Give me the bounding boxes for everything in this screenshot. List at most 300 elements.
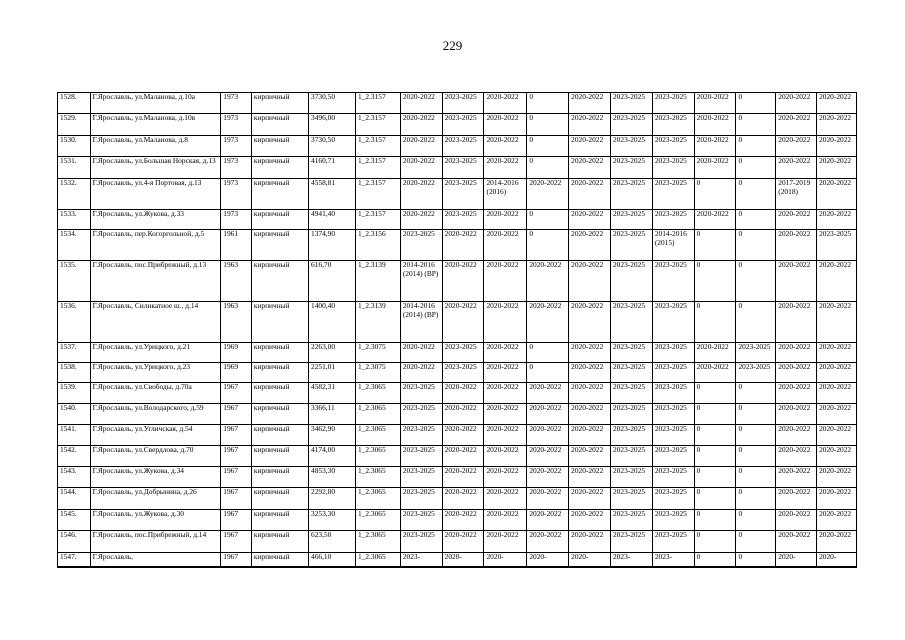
period-cell-8: 2020-2022 — [694, 136, 736, 157]
period-cell-7: 2023-2025 — [652, 179, 694, 210]
period-cell-4: 2020-2022 — [527, 302, 569, 343]
period-cell-3: 2020-2022 — [484, 210, 527, 230]
year-cell: 1973 — [221, 136, 252, 157]
table-row — [58, 553, 857, 567]
row-number-cell: 1546. — [58, 531, 91, 553]
period-cell-3: 2020-2022 — [484, 363, 527, 383]
address-cell: Г.Ярославль, ул.Урицкого, д.21 — [90, 343, 221, 363]
period-cell-9: 0 — [736, 425, 776, 446]
period-cell-9: 0 — [736, 404, 776, 425]
period-cell-1: 2023-2025 — [400, 425, 442, 446]
table-row — [58, 136, 857, 157]
period-cell-9: 0 — [736, 302, 776, 343]
period-cell-8: 2020-2022 — [694, 363, 736, 383]
period-cell-8: 0 — [694, 467, 736, 488]
area-cell: 623,50 — [309, 531, 356, 553]
address-cell: Г.Ярославль, пер.Когоргольной, д.5 — [90, 230, 221, 261]
table-row — [58, 114, 857, 136]
period-cell-4: 2020-2022 — [527, 446, 569, 467]
material-cell: кирпичный — [251, 510, 308, 531]
year-cell: 1973 — [221, 93, 252, 114]
period-cell-1: 2023-2025 — [400, 446, 442, 467]
period-cell-9: 2023-2025 — [736, 363, 776, 383]
material-cell: кирпичный — [251, 93, 308, 114]
area-cell: 4160,71 — [309, 157, 356, 179]
period-cell-1: 2023-2025 — [400, 230, 442, 261]
period-cell-1: 2020-2022 — [400, 363, 442, 383]
period-cell-5: 2020-2022 — [569, 446, 611, 467]
code-cell: 1_2.3075 — [355, 363, 400, 383]
period-cell-3: 2020-2022 — [484, 157, 527, 179]
period-cell-5: 2020-2022 — [569, 302, 611, 343]
period-cell-7: 2023-2025 — [652, 93, 694, 114]
period-cell-1: 2020-2022 — [400, 343, 442, 363]
period-cell-9: 0 — [736, 210, 776, 230]
period-cell-4: 2020-2022 — [527, 383, 569, 404]
period-cell-11: 2020-2022 — [817, 93, 857, 114]
material-cell: кирпичный — [251, 343, 308, 363]
period-cell-5: 2020- — [569, 553, 611, 567]
area-cell: 616,70 — [309, 261, 356, 302]
period-cell-10: 2020-2022 — [776, 114, 817, 136]
material-cell: кирпичный — [251, 157, 308, 179]
period-cell-10: 2020-2022 — [776, 343, 817, 363]
code-cell: 1_2.3157 — [355, 93, 400, 114]
period-cell-5: 2020-2022 — [569, 425, 611, 446]
table-row — [58, 363, 857, 383]
table-row — [58, 210, 857, 230]
period-cell-7: 2023- — [652, 553, 694, 567]
year-cell: 1973 — [221, 157, 252, 179]
material-cell: кирпичный — [251, 179, 308, 210]
code-cell: 1_2.3065 — [355, 467, 400, 488]
period-cell-8: 0 — [694, 383, 736, 404]
area-cell: 4853,30 — [309, 467, 356, 488]
period-cell-11: 2020- — [817, 553, 857, 567]
period-cell-5: 2020-2022 — [569, 230, 611, 261]
period-cell-4: 2020-2022 — [527, 488, 569, 510]
period-cell-3: 2020-2022 — [484, 136, 527, 157]
period-cell-1: 2014-2016 (2014) (ВР) — [400, 302, 442, 343]
period-cell-10: 2020-2022 — [776, 93, 817, 114]
material-cell: кирпичный — [251, 383, 308, 404]
address-cell: Г.Ярославль, пос.Прибрежный, д.14 — [90, 531, 221, 553]
row-number-cell: 1543. — [58, 467, 91, 488]
row-number-cell: 1547. — [58, 553, 91, 567]
period-cell-1: 2020-2022 — [400, 179, 442, 210]
row-number-cell: 1534. — [58, 230, 91, 261]
period-cell-2: 2020-2022 — [442, 510, 484, 531]
period-cell-10: 2020-2022 — [776, 230, 817, 261]
address-cell: Г.Ярославль, ул.Маланова, д.10а — [90, 93, 221, 114]
housing-register-table — [57, 92, 857, 568]
code-cell: 1_2.3075 — [355, 343, 400, 363]
period-cell-4: 0 — [527, 157, 569, 179]
address-cell: Г.Ярославль, ул.4-я Портовая, д.13 — [90, 179, 221, 210]
period-cell-1: 2020-2022 — [400, 210, 442, 230]
period-cell-3: 2020-2022 — [484, 343, 527, 363]
period-cell-3: 2020-2022 — [484, 114, 527, 136]
period-cell-7: 2023-2025 — [652, 114, 694, 136]
period-cell-9: 0 — [736, 114, 776, 136]
material-cell: кирпичный — [251, 531, 308, 553]
address-cell: Г.Ярославль, ул.Свердлова, д.70 — [90, 446, 221, 467]
period-cell-11: 2020-2022 — [817, 383, 857, 404]
period-cell-5: 2020-2022 — [569, 343, 611, 363]
period-cell-9: 0 — [736, 510, 776, 531]
period-cell-5: 2020-2022 — [569, 531, 611, 553]
period-cell-3: 2020-2022 — [484, 446, 527, 467]
period-cell-10: 2020-2022 — [776, 488, 817, 510]
table-row — [58, 93, 857, 114]
year-cell: 1967 — [221, 404, 252, 425]
period-cell-1: 2020-2022 — [400, 157, 442, 179]
period-cell-9: 0 — [736, 93, 776, 114]
table-row — [58, 230, 857, 261]
period-cell-1: 2023-2025 — [400, 404, 442, 425]
period-cell-6: 2023-2025 — [610, 179, 652, 210]
address-cell: Г.Ярославль, пос.Прибрежный, д.13 — [90, 261, 221, 302]
year-cell: 1963 — [221, 261, 252, 302]
period-cell-4: 0 — [527, 230, 569, 261]
code-cell: 1_2.3065 — [355, 488, 400, 510]
period-cell-4: 2020-2022 — [527, 179, 569, 210]
period-cell-7: 2023-2025 — [652, 302, 694, 343]
period-cell-5: 2020-2022 — [569, 179, 611, 210]
period-cell-11: 2020-2022 — [817, 261, 857, 302]
table-row — [58, 446, 857, 467]
period-cell-3: 2020-2022 — [484, 425, 527, 446]
period-cell-5: 2020-2022 — [569, 510, 611, 531]
year-cell: 1967 — [221, 510, 252, 531]
material-cell: кирпичный — [251, 425, 308, 446]
period-cell-10: 2020-2022 — [776, 425, 817, 446]
area-cell: 466,10 — [309, 553, 356, 567]
code-cell: 1_2.3065 — [355, 553, 400, 567]
period-cell-5: 2020-2022 — [569, 114, 611, 136]
period-cell-8: 0 — [694, 179, 736, 210]
period-cell-1: 2023-2025 — [400, 467, 442, 488]
table-row — [58, 510, 857, 531]
table-row — [58, 383, 857, 404]
period-cell-6: 2023-2025 — [610, 467, 652, 488]
address-cell: Г.Ярославль, ул.Жукова, д.30 — [90, 510, 221, 531]
year-cell: 1967 — [221, 531, 252, 553]
area-cell: 4582,31 — [309, 383, 356, 404]
period-cell-10: 2020-2022 — [776, 383, 817, 404]
period-cell-4: 0 — [527, 93, 569, 114]
period-cell-10: 2020-2022 — [776, 531, 817, 553]
table-row — [58, 179, 857, 210]
period-cell-6: 2023-2025 — [610, 210, 652, 230]
period-cell-8: 2020-2022 — [694, 93, 736, 114]
period-cell-10: 2020-2022 — [776, 510, 817, 531]
address-cell: Г.Ярославль, ул.Свободы, д.70а — [90, 383, 221, 404]
year-cell: 1973 — [221, 179, 252, 210]
address-cell: Г.Ярославль, ул.Маланова, д.8 — [90, 136, 221, 157]
period-cell-7: 2023-2025 — [652, 157, 694, 179]
period-cell-6: 2023-2025 — [610, 404, 652, 425]
address-cell: Г.Ярославль, Силикатное ш., д.14 — [90, 302, 221, 343]
period-cell-2: 2023-2025 — [442, 210, 484, 230]
material-cell: кирпичный — [251, 488, 308, 510]
period-cell-5: 2020-2022 — [569, 488, 611, 510]
period-cell-2: 2020-2022 — [442, 425, 484, 446]
period-cell-2: 2023-2025 — [442, 179, 484, 210]
period-cell-10: 2020-2022 — [776, 302, 817, 343]
material-cell: кирпичный — [251, 446, 308, 467]
table-row — [58, 302, 857, 343]
area-cell: 3462,90 — [309, 425, 356, 446]
period-cell-8: 0 — [694, 230, 736, 261]
row-number-cell: 1539. — [58, 383, 91, 404]
period-cell-6: 2023-2025 — [610, 261, 652, 302]
period-cell-7: 2023-2025 — [652, 261, 694, 302]
area-cell: 1374,90 — [309, 230, 356, 261]
period-cell-11: 2020-2022 — [817, 363, 857, 383]
row-number-cell: 1535. — [58, 261, 91, 302]
period-cell-6: 2023-2025 — [610, 531, 652, 553]
period-cell-10: 2020-2022 — [776, 404, 817, 425]
address-cell: Г.Ярославль, ул.Маланова, д.10в — [90, 114, 221, 136]
period-cell-6: 2023-2025 — [610, 136, 652, 157]
period-cell-2: 2020-2022 — [442, 230, 484, 261]
period-cell-3: 2020-2022 — [484, 531, 527, 553]
period-cell-7: 2023-2025 — [652, 446, 694, 467]
period-cell-1: 2023-2025 — [400, 531, 442, 553]
address-cell: Г.Ярославль, ул.Володарского, д.59 — [90, 404, 221, 425]
row-number-cell: 1531. — [58, 157, 91, 179]
code-cell: 1_2.3157 — [355, 157, 400, 179]
code-cell: 1_2.3065 — [355, 383, 400, 404]
period-cell-7: 2023-2025 — [652, 467, 694, 488]
address-cell: Г.Ярославль, ул.Жукова, д.34 — [90, 467, 221, 488]
area-cell: 2292,80 — [309, 488, 356, 510]
period-cell-3: 2020- — [484, 553, 527, 567]
period-cell-3: 2020-2022 — [484, 302, 527, 343]
row-number-cell: 1537. — [58, 343, 91, 363]
period-cell-6: 2023-2025 — [610, 114, 652, 136]
period-cell-3: 2020-2022 — [484, 404, 527, 425]
row-number-cell: 1538. — [58, 363, 91, 383]
period-cell-11: 2020-2022 — [817, 343, 857, 363]
address-cell: Г.Ярославль, — [90, 553, 221, 567]
table-row — [58, 157, 857, 179]
period-cell-10: 2020-2022 — [776, 210, 817, 230]
period-cell-10: 2020-2022 — [776, 157, 817, 179]
period-cell-6: 2023-2025 — [610, 425, 652, 446]
period-cell-10: 2020-2022 — [776, 261, 817, 302]
period-cell-7: 2023-2025 — [652, 425, 694, 446]
period-cell-8: 0 — [694, 510, 736, 531]
code-cell: 1_2.3156 — [355, 230, 400, 261]
period-cell-5: 2020-2022 — [569, 363, 611, 383]
table-row — [58, 261, 857, 302]
period-cell-7: 2023-2025 — [652, 531, 694, 553]
year-cell: 1967 — [221, 425, 252, 446]
period-cell-11: 2020-2022 — [817, 531, 857, 553]
period-cell-9: 2023-2025 — [736, 343, 776, 363]
period-cell-3: 2020-2022 — [484, 261, 527, 302]
period-cell-2: 2020-2022 — [442, 383, 484, 404]
period-cell-9: 0 — [736, 230, 776, 261]
year-cell: 1963 — [221, 302, 252, 343]
period-cell-7: 2023-2025 — [652, 383, 694, 404]
period-cell-11: 2020-2022 — [817, 179, 857, 210]
period-cell-8: 0 — [694, 531, 736, 553]
period-cell-3: 2020-2022 — [484, 383, 527, 404]
period-cell-9: 0 — [736, 446, 776, 467]
period-cell-2: 2020-2022 — [442, 302, 484, 343]
period-cell-4: 0 — [527, 114, 569, 136]
period-cell-11: 2020-2022 — [817, 210, 857, 230]
period-cell-9: 0 — [736, 383, 776, 404]
area-cell: 1400,40 — [309, 302, 356, 343]
period-cell-9: 0 — [736, 157, 776, 179]
year-cell: 1973 — [221, 114, 252, 136]
period-cell-6: 2023-2025 — [610, 363, 652, 383]
period-cell-2: 2020- — [442, 553, 484, 567]
period-cell-4: 2020- — [527, 553, 569, 567]
year-cell: 1967 — [221, 467, 252, 488]
period-cell-3: 2020-2022 — [484, 510, 527, 531]
period-cell-4: 0 — [527, 136, 569, 157]
table-row — [58, 425, 857, 446]
period-cell-11: 2023-2025 — [817, 230, 857, 261]
period-cell-2: 2023-2025 — [442, 363, 484, 383]
period-cell-8: 0 — [694, 446, 736, 467]
period-cell-3: 2020-2022 — [484, 488, 527, 510]
row-number-cell: 1536. — [58, 302, 91, 343]
period-cell-3: 2020-2022 — [484, 467, 527, 488]
period-cell-8: 0 — [694, 553, 736, 567]
row-number-cell: 1542. — [58, 446, 91, 467]
period-cell-11: 2020-2022 — [817, 114, 857, 136]
area-cell: 2263,00 — [309, 343, 356, 363]
code-cell: 1_2.3065 — [355, 425, 400, 446]
material-cell: кирпичный — [251, 467, 308, 488]
period-cell-1: 2020-2022 — [400, 136, 442, 157]
period-cell-2: 2023-2025 — [442, 343, 484, 363]
period-cell-8: 2020-2022 — [694, 114, 736, 136]
period-cell-4: 0 — [527, 363, 569, 383]
code-cell: 1_2.3157 — [355, 136, 400, 157]
period-cell-7: 2014-2016 (2015) — [652, 230, 694, 261]
address-cell: Г.Ярославль, ул.Жукова, д.33 — [90, 210, 221, 230]
code-cell: 1_2.3157 — [355, 179, 400, 210]
period-cell-8: 2020-2022 — [694, 157, 736, 179]
material-cell: кирпичный — [251, 404, 308, 425]
period-cell-6: 2023-2025 — [610, 343, 652, 363]
period-cell-1: 2020-2022 — [400, 114, 442, 136]
period-cell-4: 2020-2022 — [527, 404, 569, 425]
address-cell: Г.Ярославль, ул.Добрынина, д.26 — [90, 488, 221, 510]
code-cell: 1_2.3139 — [355, 261, 400, 302]
period-cell-6: 2023-2025 — [610, 93, 652, 114]
code-cell: 1_2.3157 — [355, 114, 400, 136]
period-cell-1: 2023-2025 — [400, 383, 442, 404]
area-cell: 3496,00 — [309, 114, 356, 136]
year-cell: 1967 — [221, 446, 252, 467]
period-cell-10: 2017-2019 (2018) — [776, 179, 817, 210]
period-cell-1: 2023-2025 — [400, 510, 442, 531]
period-cell-9: 0 — [736, 488, 776, 510]
address-cell: Г.Ярославль, ул.Урицкого, д.23 — [90, 363, 221, 383]
year-cell: 1973 — [221, 210, 252, 230]
material-cell: кирпичный — [251, 302, 308, 343]
material-cell: кирпичный — [251, 553, 308, 567]
period-cell-4: 0 — [527, 343, 569, 363]
period-cell-6: 2023-2025 — [610, 230, 652, 261]
row-number-cell: 1530. — [58, 136, 91, 157]
table-row — [58, 404, 857, 425]
period-cell-11: 2020-2022 — [817, 510, 857, 531]
area-cell: 3366,11 — [309, 404, 356, 425]
period-cell-10: 2020-2022 — [776, 363, 817, 383]
period-cell-5: 2020-2022 — [569, 383, 611, 404]
period-cell-5: 2020-2022 — [569, 404, 611, 425]
period-cell-11: 2020-2022 — [817, 157, 857, 179]
material-cell: кирпичный — [251, 210, 308, 230]
year-cell: 1961 — [221, 230, 252, 261]
period-cell-7: 2023-2025 — [652, 343, 694, 363]
material-cell: кирпичный — [251, 230, 308, 261]
year-cell: 1967 — [221, 383, 252, 404]
period-cell-3: 2020-2022 — [484, 230, 527, 261]
row-number-cell: 1545. — [58, 510, 91, 531]
period-cell-6: 2023-2025 — [610, 383, 652, 404]
year-cell: 1969 — [221, 363, 252, 383]
period-cell-9: 0 — [736, 261, 776, 302]
period-cell-10: 2020-2022 — [776, 467, 817, 488]
period-cell-11: 2020-2022 — [817, 446, 857, 467]
period-cell-8: 0 — [694, 261, 736, 302]
period-cell-7: 2023-2025 — [652, 404, 694, 425]
row-number-cell: 1540. — [58, 404, 91, 425]
period-cell-2: 2020-2022 — [442, 531, 484, 553]
year-cell: 1969 — [221, 343, 252, 363]
table-row — [58, 488, 857, 510]
period-cell-1: 2023- — [400, 553, 442, 567]
period-cell-4: 0 — [527, 210, 569, 230]
period-cell-2: 2020-2022 — [442, 488, 484, 510]
period-cell-6: 2023-2025 — [610, 157, 652, 179]
period-cell-2: 2020-2022 — [442, 446, 484, 467]
period-cell-1: 2014-2016 (2014) (ВР) — [400, 261, 442, 302]
period-cell-11: 2020-2022 — [817, 302, 857, 343]
period-cell-2: 2023-2025 — [442, 93, 484, 114]
period-cell-4: 2020-2022 — [527, 467, 569, 488]
period-cell-8: 0 — [694, 425, 736, 446]
period-cell-6: 2023-2025 — [610, 488, 652, 510]
period-cell-5: 2020-2022 — [569, 210, 611, 230]
code-cell: 1_2.3139 — [355, 302, 400, 343]
code-cell: 1_2.3065 — [355, 404, 400, 425]
area-cell: 2251,01 — [309, 363, 356, 383]
area-cell: 4941,40 — [309, 210, 356, 230]
period-cell-8: 0 — [694, 488, 736, 510]
material-cell: кирпичный — [251, 114, 308, 136]
period-cell-1: 2020-2022 — [400, 93, 442, 114]
page-number: 229 — [442, 38, 463, 53]
period-cell-4: 2020-2022 — [527, 261, 569, 302]
period-cell-6: 2023-2025 — [610, 510, 652, 531]
period-cell-7: 2023-2025 — [652, 510, 694, 531]
address-cell: Г.Ярославль, ул.Большая Норская, д.13 — [90, 157, 221, 179]
address-cell: Г.Ярославль, ул.Угличская, д.54 — [90, 425, 221, 446]
period-cell-11: 2020-2022 — [817, 136, 857, 157]
period-cell-6: 2023- — [610, 553, 652, 567]
